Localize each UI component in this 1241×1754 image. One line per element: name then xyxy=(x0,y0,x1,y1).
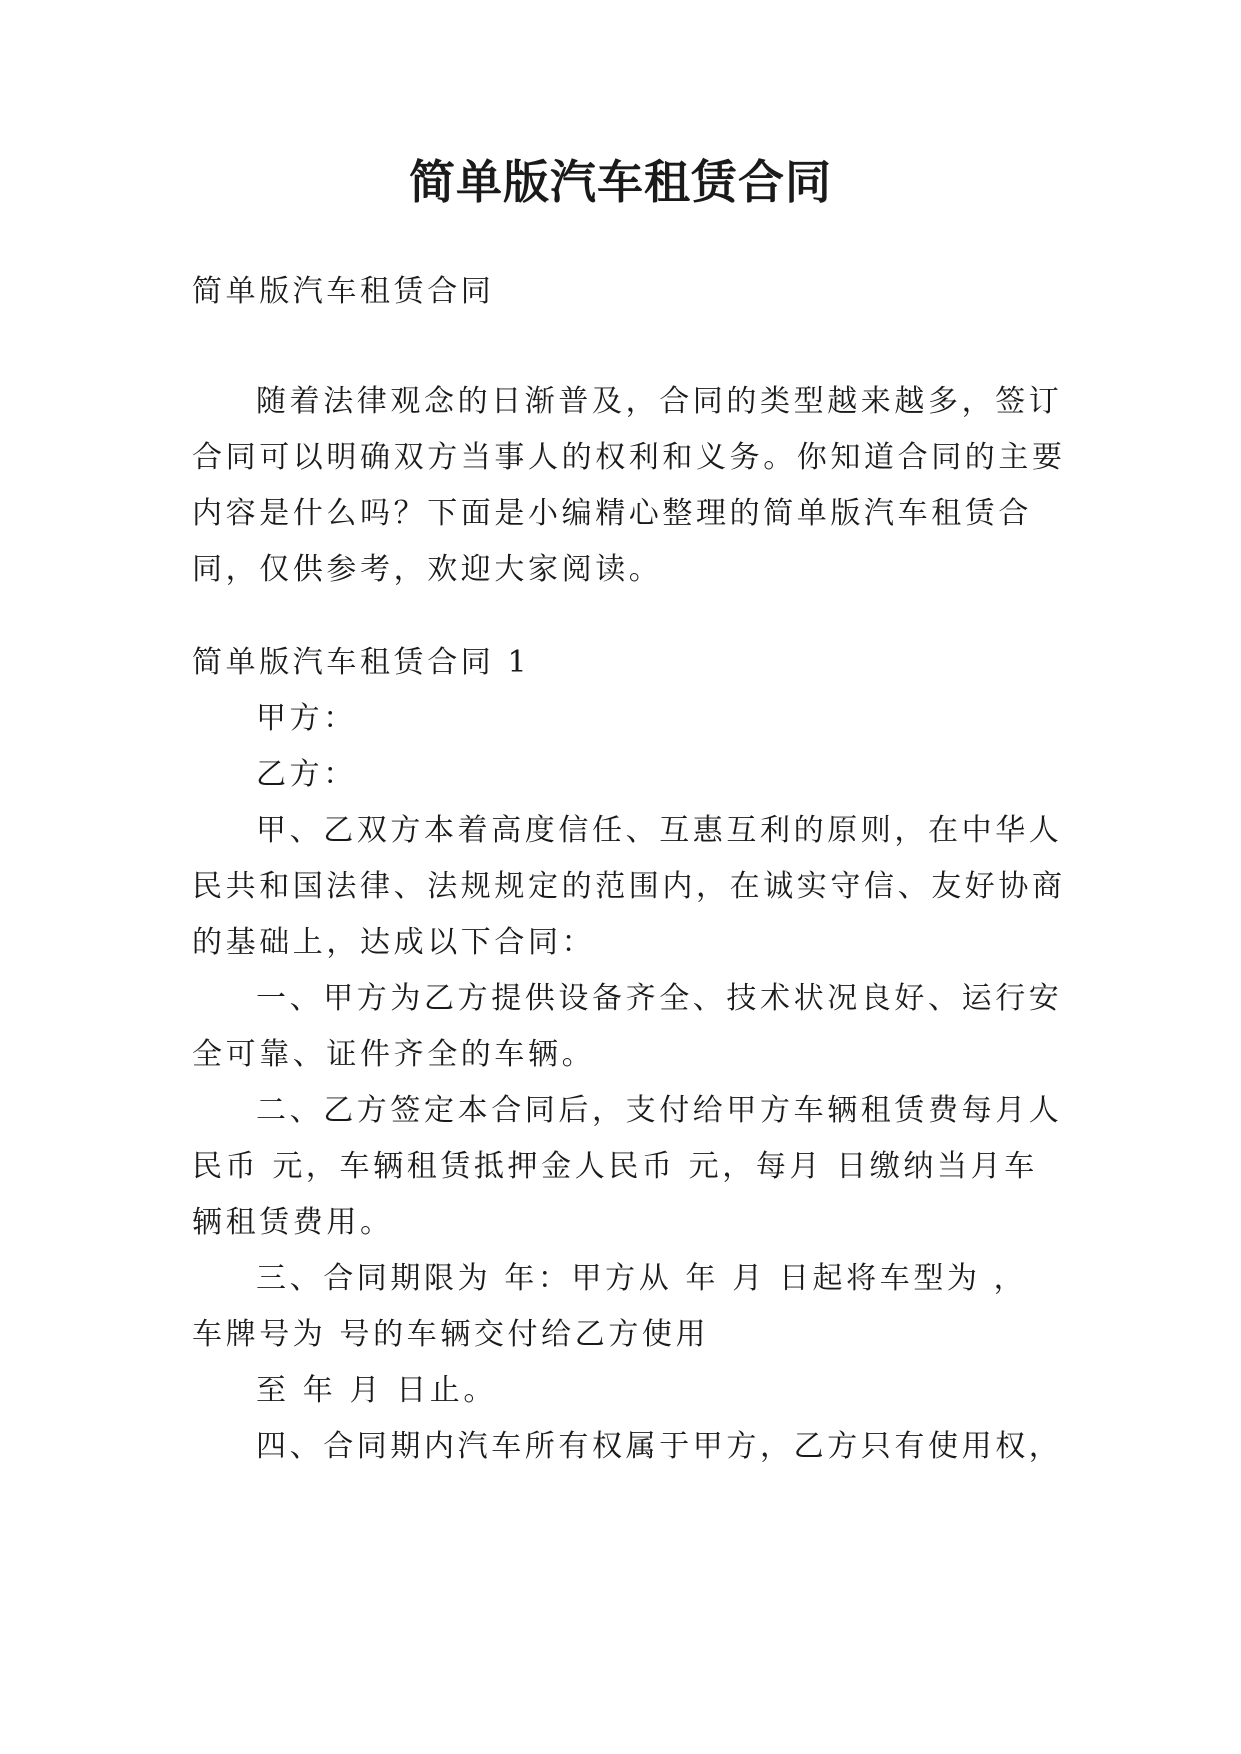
preamble-line: 的基础上，达成以下合同： xyxy=(192,925,596,960)
clause-2-line: 二、乙方签定本合同后，支付给甲方车辆租赁费每月人 xyxy=(256,1093,1063,1128)
party-b-label: 乙方： xyxy=(256,757,357,792)
clause-3-line: 至 年 月 日止。 xyxy=(256,1373,498,1408)
preamble-line: 民共和国法律、法规规定的范围内，在诚实守信、友好协商 xyxy=(192,869,1066,904)
clause-3-line: 车牌号为 号的车辆交付给乙方使用 xyxy=(192,1317,710,1352)
clause-4-line: 四、合同期内汽车所有权属于甲方，乙方只有使用权， xyxy=(256,1429,1063,1464)
clause-2-line: 辆租赁费用。 xyxy=(192,1205,394,1240)
clause-3-line: 三、合同期限为 年：甲方从 年 月 日起将车型为 ， xyxy=(256,1261,1028,1296)
party-a-label: 甲方： xyxy=(256,701,357,736)
document-title: 简单版汽车租赁合同 xyxy=(409,155,832,209)
intro-paragraph-line: 随着法律观念的日渐普及，合同的类型越来越多，签订 xyxy=(256,384,1063,419)
clause-2-line: 民币 元，车辆租赁抵押金人民币 元，每月 日缴纳当月车 xyxy=(192,1149,1038,1184)
document-subtitle: 简单版汽车租赁合同 xyxy=(192,274,495,309)
clause-1-line: 一、甲方为乙方提供设备齐全、技术状况良好、运行安 xyxy=(256,981,1063,1016)
intro-paragraph-line: 合同可以明确双方当事人的权利和义务。你知道合同的主要 xyxy=(192,440,1066,475)
clause-1-line: 全可靠、证件齐全的车辆。 xyxy=(192,1037,596,1072)
intro-paragraph-line: 同，仅供参考，欢迎大家阅读。 xyxy=(192,552,663,587)
section-heading: 简单版汽车租赁合同 1 xyxy=(192,645,531,680)
intro-paragraph-line: 内容是什么吗？下面是小编精心整理的简单版汽车租赁合 xyxy=(192,496,1032,531)
preamble-line: 甲、乙双方本着高度信任、互惠互利的原则，在中华人 xyxy=(256,813,1063,848)
